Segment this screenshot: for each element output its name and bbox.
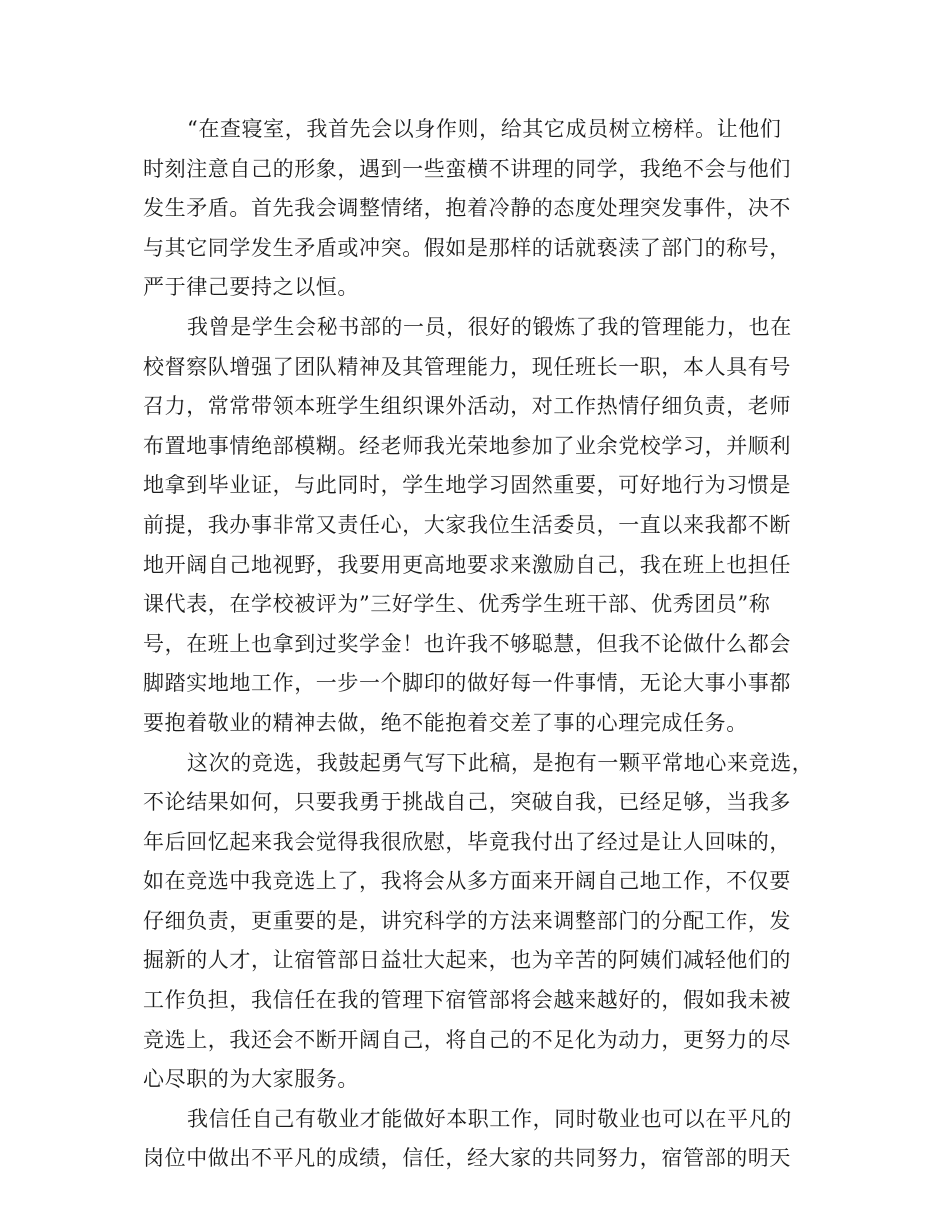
paragraph-1-line-2: 时刻注意自己的形象，遇到一些蛮横不讲理的同学，我绝不会与他们 <box>143 156 791 181</box>
paragraph-4-line-2: 岗位中做出不平凡的成绩，信任，经大家的共同努力，宿管部的明天 <box>143 1146 791 1171</box>
body-text <box>143 110 814 1179</box>
paragraph-3-line-6: 掘新的人才，让宿管部日益壮大起来，也为辛苦的阿姨们减轻他们的 <box>143 948 791 973</box>
paragraph-1-line-4: 与其它同学发生矛盾或冲突。假如是那样的话就亵渎了部门的称号， <box>143 235 791 260</box>
paragraph-3-line-1: 这次的竞选，我鼓起勇气写下此稿，是抱有一颗平常地心来竞选， <box>187 750 814 775</box>
paragraph-2-line-3: 召力，常常带领本班学生组织课外活动，对工作热情仔细负责，老师 <box>143 394 791 419</box>
paragraph-2-line-2: 校督察队增强了团队精神及其管理能力，现任班长一职，本人具有号 <box>143 354 791 379</box>
paragraph-2-line-11: 要抱着敬业的精神去做，绝不能抱着交差了事的心理完成任务。 <box>143 710 748 735</box>
paragraph-2-line-4: 布置地事情绝部模糊。经老师我光荣地参加了业余党校学习，并顺利 <box>143 433 791 458</box>
paragraph-2-line-7: 地开阔自己地视野，我要用更高地要求来激励自己，我在班上也担任 <box>143 552 791 577</box>
paragraph-2-line-10: 脚踏实地地工作，一步一个脚印的做好每一件事情，无论大事小事都 <box>143 671 791 696</box>
paragraph-1-line-1: “在查寝室，我首先会以身作则，给其它成员树立榜样。让他们 <box>187 117 782 141</box>
paragraph-3-line-5: 仔细负责，更重要的是，讲究科学的方法来调整部门的分配工作，发 <box>143 908 791 933</box>
paragraph-2-line-9: 号，在班上也拿到过奖学金！也许我不够聪慧，但我不论做什么都会 <box>143 631 791 656</box>
paragraph-3-line-2: 不论结果如何，只要我勇于挑战自己，突破自我，已经足够，当我多 <box>143 790 791 815</box>
paragraph-3-line-9: 心尽职的为大家服务。 <box>143 1067 359 1092</box>
paragraph-4-line-1: 我信任自己有敬业才能做好本职工作，同时敬业也可以在平凡的 <box>187 1106 792 1131</box>
paragraph-2-line-1: 我曾是学生会秘书部的一员，很好的锻炼了我的管理能力，也在 <box>187 314 792 339</box>
paragraph-3-line-8: 竞选上，我还会不断开阔自己，将自己的不足化为动力，更努力的尽 <box>143 1027 791 1052</box>
paragraph-3-line-4: 如在竞选中我竞选上了，我将会从多方面来开阔自己地工作，不仅要 <box>143 869 791 894</box>
paragraph-2-line-5: 地拿到毕业证，与此同时，学生地学习固然重要，可好地行为习惯是 <box>143 473 791 498</box>
paragraph-2-line-8: 课代表，在学校被评为”三好学生、优秀学生班干部、优秀团员”称 <box>143 592 771 617</box>
paragraph-2-line-6: 前提，我办事非常又责任心，大家我位生活委员，一直以来我都不断 <box>143 512 791 537</box>
paragraph-3-line-3: 年后回忆起来我会觉得我很欣慰，毕竟我付出了经过是让人回味的， <box>143 829 791 854</box>
paragraph-1-line-5: 严于律己要持之以恒。 <box>143 275 359 300</box>
paragraph-1-line-3: 发生矛盾。首先我会调整情绪，抱着冷静的态度处理突发事件，决不 <box>143 196 791 221</box>
paragraph-3-line-7: 工作负担，我信任在我的管理下宿管部将会越来越好的，假如我未被 <box>143 988 791 1013</box>
